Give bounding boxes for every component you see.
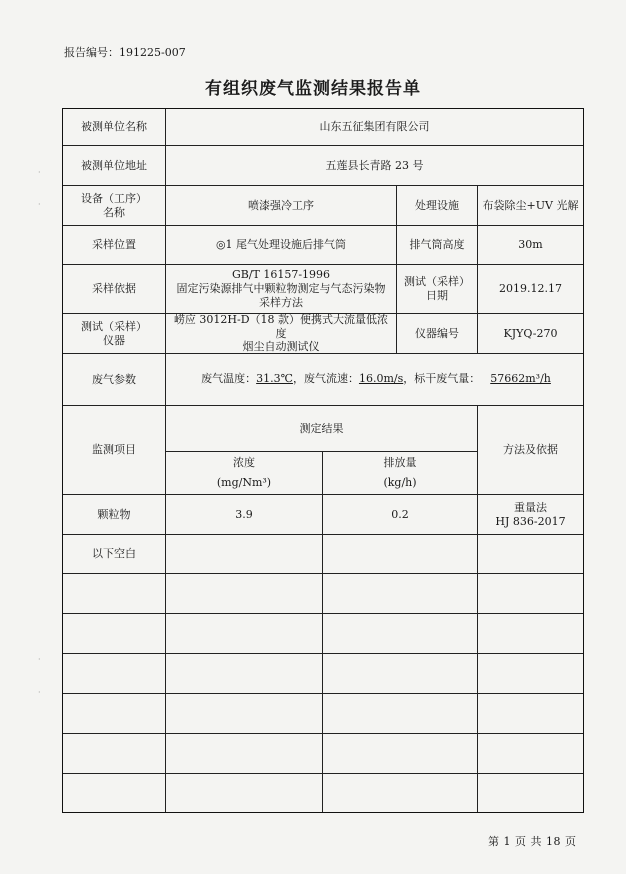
unit-name-value: 山东五征集团有限公司 — [165, 108, 584, 146]
empty-cell — [477, 653, 584, 694]
empty-cell — [62, 733, 166, 774]
empty-cell — [477, 534, 584, 574]
empty-cell — [477, 613, 584, 654]
basis-line1: GB/T 16157-1996 — [231, 268, 331, 282]
sample-position-value: ◎1 尾气处理设施后排气筒 — [165, 225, 397, 265]
sampling-basis-value — [165, 264, 397, 314]
emission-header — [322, 451, 478, 495]
margin-mark: · — [38, 168, 41, 177]
emission-unit: (kg/h) — [383, 476, 417, 489]
empty-cell — [165, 534, 323, 574]
gas-flow-value: 57662m³/h — [490, 372, 551, 385]
monitor-item-label: 监测项目 — [62, 405, 166, 495]
empty-cell — [62, 613, 166, 654]
equipment-label-line1: 设备（工序） — [81, 191, 147, 205]
empty-cell — [477, 773, 584, 813]
result-label: 测定结果 — [165, 405, 478, 452]
concentration-label: 浓度 — [233, 456, 255, 470]
gas-flow-label: ，标干废气量： — [403, 372, 481, 385]
gas-temp-label: 废气温度： — [201, 372, 257, 385]
facility-label: 处理设施 — [396, 185, 478, 226]
gas-temp-value: 31.3℃ — [256, 372, 293, 385]
concentration-header — [165, 451, 323, 495]
instrument-no-label: 仪器编号 — [396, 313, 478, 354]
empty-cell — [165, 653, 323, 694]
gas-param-label: 废气参数 — [62, 353, 166, 406]
equipment-value: 喷漆强冷工序 — [165, 185, 397, 226]
empty-cell — [477, 693, 584, 734]
blank-label: 以下空白 — [62, 534, 166, 574]
unit-name-label: 被测单位名称 — [62, 108, 166, 146]
empty-cell — [62, 573, 166, 614]
pm-concentration: 3.9 — [165, 494, 323, 535]
instrument-line2: 烟尘自动测试仪 — [242, 340, 320, 354]
pm-emission: 0.2 — [322, 494, 478, 535]
empty-cell — [477, 573, 584, 614]
unit-address-value: 五莲县长青路 23 号 — [165, 145, 584, 186]
unit-address-label: 被测单位地址 — [62, 145, 166, 186]
basis-line3: 采样方法 — [259, 295, 303, 309]
empty-cell — [322, 653, 478, 694]
gas-param-value — [165, 353, 584, 406]
empty-cell — [62, 653, 166, 694]
instrument-label-line2: 仪器 — [103, 333, 125, 347]
pm-method-line2: HJ 836-2017 — [495, 514, 566, 528]
instrument-line1: 崂应 3012H-D（18 款）便携式大流量低浓度 — [173, 312, 389, 340]
empty-cell — [165, 613, 323, 654]
stack-height-value: 30m — [477, 225, 584, 265]
empty-cell — [62, 693, 166, 734]
method-label: 方法及依据 — [477, 405, 584, 495]
empty-cell — [165, 773, 323, 813]
emission-label: 排放量 — [383, 456, 417, 470]
empty-cell — [62, 773, 166, 813]
empty-cell — [322, 693, 478, 734]
facility-value: 布袋除尘+UV 光解 — [477, 185, 584, 226]
empty-cell — [165, 733, 323, 774]
report-number: 报告编号：191225-007 — [64, 46, 186, 59]
pm-label: 颗粒物 — [62, 494, 166, 535]
gas-speed-value: 16.0m/s — [358, 372, 404, 385]
margin-mark: · — [38, 688, 41, 697]
pm-method — [477, 494, 584, 535]
empty-cell — [165, 693, 323, 734]
instrument-label-line1: 测试（采样） — [81, 319, 147, 333]
empty-cell — [477, 733, 584, 774]
page-number: 第 1 页 共 18 页 — [488, 835, 577, 848]
test-date-label-line1: 测试（采样） — [404, 275, 470, 289]
empty-cell — [322, 613, 478, 654]
test-date-label — [396, 264, 478, 314]
equipment-label — [62, 185, 166, 226]
test-date-label-line2: 日期 — [426, 289, 448, 302]
gas-speed-label: ，废气流速： — [292, 372, 359, 385]
empty-cell — [322, 534, 478, 574]
instrument-value — [165, 313, 397, 354]
pm-method-line1: 重量法 — [514, 500, 547, 514]
stack-height-label: 排气筒高度 — [396, 225, 478, 265]
empty-cell — [322, 733, 478, 774]
instrument-label — [62, 313, 166, 354]
equipment-label-line2: 名称 — [103, 205, 125, 219]
document-title: 有组织废气监测结果报告单 — [205, 79, 421, 99]
empty-cell — [322, 573, 478, 614]
empty-cell — [165, 573, 323, 614]
concentration-unit: (mg/Nm³) — [216, 476, 272, 489]
instrument-no-value: KJYQ-270 — [477, 313, 584, 354]
sample-position-label: 采样位置 — [62, 225, 166, 265]
margin-mark: · — [38, 200, 41, 209]
test-date-value: 2019.12.17 — [477, 264, 584, 314]
margin-mark: · — [38, 655, 41, 664]
basis-line2: 固定污染源排气中颗粒物测定与气态污染物 — [176, 282, 386, 296]
sampling-basis-label: 采样依据 — [62, 264, 166, 314]
empty-cell — [322, 773, 478, 813]
